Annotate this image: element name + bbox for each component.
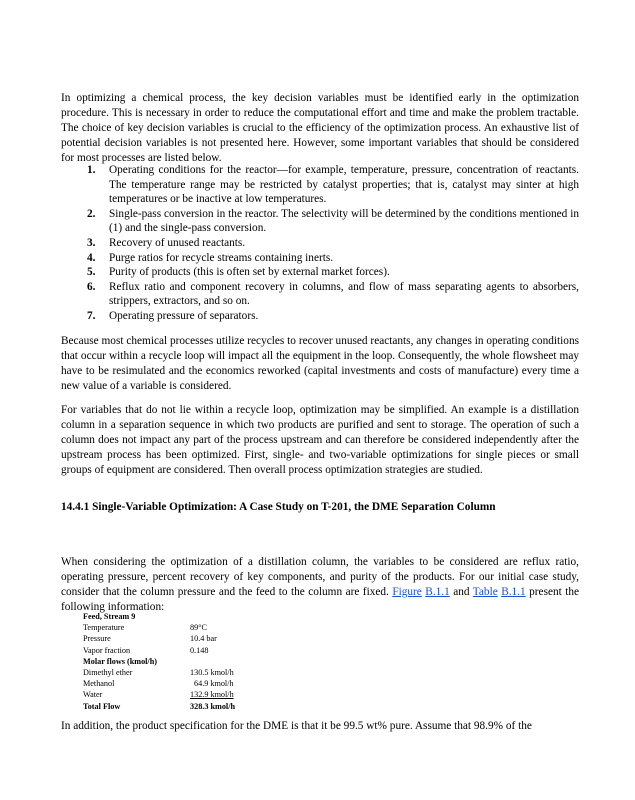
list-item	[61, 265, 579, 280]
row-value: 64.9 kmol/h	[194, 679, 234, 689]
list-item	[61, 251, 579, 266]
row-label: Dimethyl ether	[83, 667, 133, 677]
row-label: Temperature	[83, 623, 125, 633]
list-item-number: 6.	[87, 280, 96, 293]
list-item-number: 1.	[87, 164, 96, 176]
table-row	[83, 678, 253, 689]
list-item-text: Purity of products (this is often set by external market forces).	[109, 266, 390, 279]
row-value: 132.9 kmol/h	[190, 690, 234, 700]
outside-loop-paragraph: For variables that do not lie within a recycle loop, optimization may be simplified. An example is a distillation column in a separation sequence in which two products are purified and sent to storage. The operation of such a column does not impact any part of the process upstream and can therefore be considered independently after the upstream process has been optimized. First, single- and two-variable optimizations for single pieces or small groups of equipment are considered. Then overall process optimization strategies are studied.	[61, 404, 579, 476]
row-label: Water	[83, 690, 103, 700]
row-value: 0.148	[190, 645, 209, 655]
recycle-paragraph: Because most chemical processes utilize recycles to recover unused reactants, any changes in operating conditions that occur within a recycle loop will impact all the equipment in the loop. Consequently, the whole flowsheet may have to be resimulated and the economics reworked (capital investments and costs of manufacture) every time a new value of a variable is considered.	[61, 335, 579, 392]
row-label: Pressure	[83, 634, 111, 644]
list-item-text: Operating pressure of separators.	[109, 309, 259, 322]
row-value: 10.4 bar	[190, 634, 217, 644]
table-link[interactable]: Table	[472, 586, 498, 598]
figure-number-link[interactable]: B.1.1	[425, 586, 450, 598]
list-item-text: Purge ratios for recycle streams containing inerts.	[109, 251, 334, 264]
feed-table-title: Feed, Stream 9	[83, 612, 136, 621]
list-item-number: 7.	[87, 309, 96, 322]
molar-flows-heading: Molar flows (kmol/h)	[83, 656, 157, 666]
figure-link[interactable]: Figure	[392, 586, 422, 598]
list-item-number: 5.	[87, 266, 96, 279]
list-item-text: Operating conditions for the reactor—for example, temperature, pressure, concentration of reactants. The temperature range may be restricted by catalyst properties; that is, catalyst may sinter at high temperatures or be inactive at low temperatures.	[109, 164, 579, 206]
table-row	[83, 645, 253, 656]
table-row	[83, 667, 253, 678]
row-value: 130.5 kmol/h	[190, 667, 234, 677]
section-heading: 14.4.1 Single-Variable Optimization: A Case Study on T-201, the DME Separation Column	[61, 501, 496, 513]
case-study-text: When considering the optimization of a distillation column, the variables to be considered are reflux ratio, operating pressure, percent recovery of key components, and purity of the products. For our initial case study, consider that the column pressure and the feed to the column are fixed.	[61, 556, 579, 598]
list-item-text: Single-pass conversion in the reactor. The selectivity will be determined by the conditions mentioned in (1) and the single-pass conversion.	[109, 207, 579, 235]
row-value: 89°C	[190, 623, 207, 633]
table-row	[83, 689, 253, 700]
row-label: Methanol	[83, 679, 115, 689]
list-item-text: Reflux ratio and component recovery in columns, and flow of mass separating agents to absorbers, strippers, extractors, and so on.	[109, 280, 579, 308]
list-item	[61, 236, 579, 251]
table-row	[83, 633, 253, 644]
list-item-number: 2.	[87, 207, 96, 220]
row-label: Total Flow	[83, 701, 121, 711]
feed-stream-table	[83, 611, 253, 712]
product-spec-paragraph: In addition, the product specification for the DME is that it be 99.5 wt% pure. Assume that 98.9% of the	[61, 720, 532, 732]
row-value: 328.3 kmol/h	[190, 701, 236, 711]
intro-paragraph: In optimizing a chemical process, the key decision variables must be identified early in the optimization procedure. This is necessary in order to reduce the computational effort and time and make the problem tractable. The choice of key decision variables is crucial to the efficiency of the optimization process. An exhaustive list of potential decision variables is not presented here. However, some important variables that should be considered for most processes are listed below.	[61, 92, 579, 164]
list-item-number: 3.	[87, 236, 96, 249]
case-study-paragraph	[61, 555, 579, 615]
decision-variable-list	[61, 163, 579, 324]
conjunction-text: and	[449, 586, 473, 598]
list-item	[61, 280, 579, 309]
table-row	[83, 622, 253, 633]
list-item-text: Recovery of unused reactants.	[109, 236, 246, 249]
list-item	[61, 163, 579, 207]
total-flow-row	[83, 701, 253, 712]
case-study-tail: present the following information:	[61, 586, 580, 613]
table-number-link[interactable]: B.1.1	[501, 586, 526, 598]
row-label: Vapor fraction	[83, 645, 131, 655]
list-item-number: 4.	[87, 251, 96, 264]
list-item	[61, 207, 579, 236]
list-item	[61, 309, 579, 324]
